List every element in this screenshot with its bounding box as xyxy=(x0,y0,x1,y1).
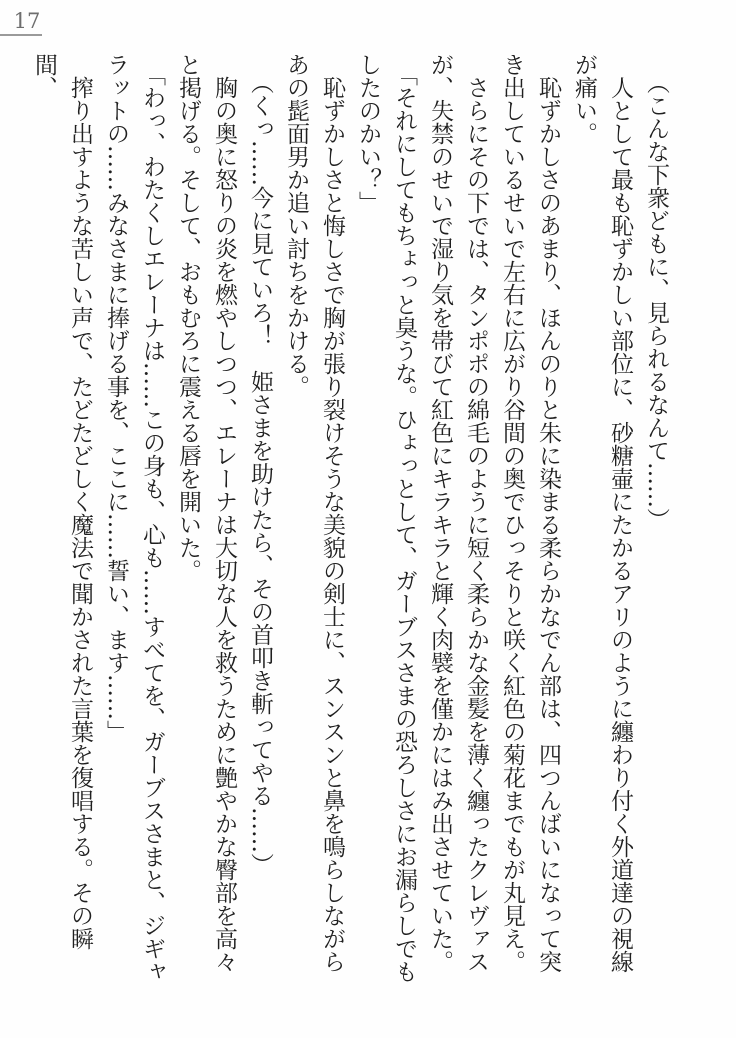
paragraph-9: 「わっ、わたくしエレーナは……この身も、心も……すべてを、ガーブスさまと、ジギャラットの……みなさまに捧げる事を、ここに……誓い、ます……」 xyxy=(103,53,165,984)
paragraph-2: 人として最も恥ずかしい部位に、砂糖壷にたかるアリのように纏わり付く外道達の視線が痛い。 xyxy=(571,53,633,973)
paragraph-10: 搾り出すような苦しい声で、たどたどしく魔法で聞かされた言葉を復唱する。その瞬間、 xyxy=(31,53,93,950)
paragraph-7: （くっ……今に見ていろ！ 姫さまを助けたら、その首叩き斬ってやる……） xyxy=(247,71,273,877)
page-number-rule xyxy=(0,34,42,36)
paragraph-4: さらにその下では、タンポポの綿毛のように短く柔らかな金髪を薄く纏ったクレヴァスが、失禁のせいで湿り気を帯びて紅色にキラキラと輝く肉襞を僅かにはみ出させていた。 xyxy=(427,53,489,973)
paragraph-1: （こんな下衆どもに、見られるなんて……） xyxy=(643,71,669,532)
page-number: 17 xyxy=(13,9,41,33)
paragraph-5: 「それにしてもちょっと臭うな。ひょっとして、ガーブスさまの恐ろしさにお漏らしでもしたのかい？」 xyxy=(355,53,417,984)
paragraph-3: 恥ずかしさのあまり、ほんのりと朱に染まる柔らかなでん部は、四つんばいになって突き出しているせいで左右に広がり谷間の奥でひっそりと咲く紅色の菊花までもが丸見え。 xyxy=(499,53,561,973)
page-text xyxy=(31,53,674,993)
paragraph-6: 恥ずかしさと悔しさで胸が張り裂けそうな美貌の剣士に、スンスンと鼻を鳴らしながらあの髭面男か追い討ちをかける。 xyxy=(283,53,345,973)
paragraph-8: 胸の奥に怒りの炎を燃やしつつ、エレーナは大切な人を救うために艶やかな臀部を高々と掲げる。そして、おもむろに震える唇を開いた。 xyxy=(175,53,237,973)
